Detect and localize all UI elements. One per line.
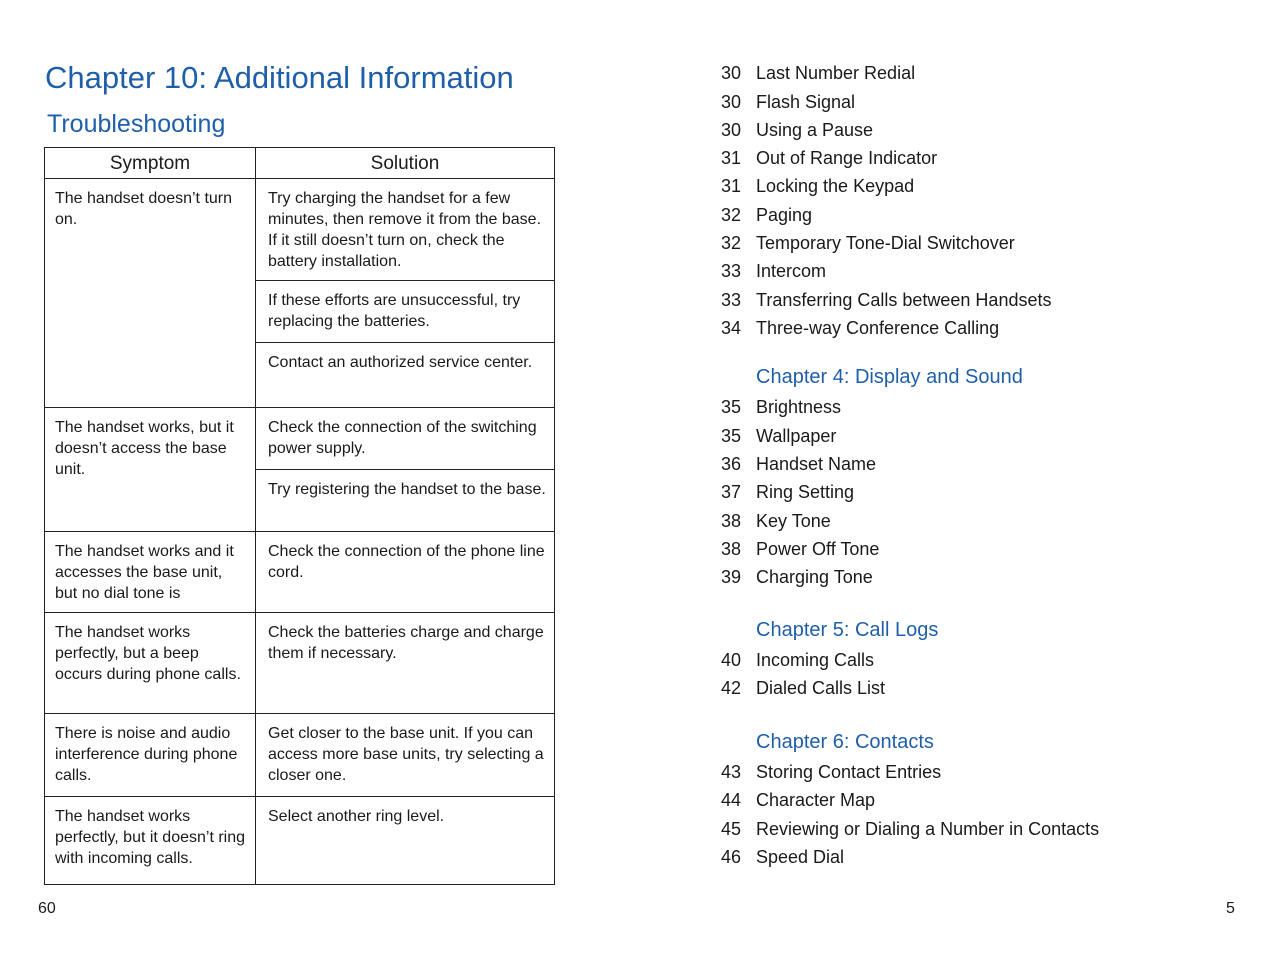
table-row	[45, 613, 555, 714]
toc-title: Intercom	[756, 261, 827, 281]
toc-title: Character Map	[756, 790, 876, 810]
toc-entry[interactable]	[721, 511, 831, 532]
toc-page-number: 30	[721, 63, 742, 83]
solution-cell: Contact an authorized service center.	[256, 343, 555, 408]
toc-title: Key Tone	[756, 511, 831, 531]
toc-page-number: 35	[721, 397, 742, 417]
toc-title: Storing Contact Entries	[756, 762, 942, 782]
toc-page-number: 38	[721, 511, 742, 531]
toc-page-number: 44	[721, 790, 742, 810]
toc-page-number: 31	[721, 148, 742, 168]
table-row	[45, 179, 555, 281]
symptom-cell: The handset doesn’t turn on.	[45, 179, 256, 408]
table-row	[45, 408, 555, 470]
toc-title: Out of Range Indicator	[756, 148, 938, 168]
toc-title: Power Off Tone	[756, 539, 880, 559]
solution-cell: Check the connection of the switching power supply.	[256, 408, 555, 470]
symptom-cell: The handset works and it accesses the base unit, but no dial tone is	[45, 532, 256, 613]
toc-page-number: 42	[721, 678, 742, 698]
toc-entry[interactable]	[721, 120, 873, 141]
toc-entry[interactable]	[721, 63, 915, 84]
toc-title: Handset Name	[756, 454, 877, 474]
solution-cell: Check the batteries charge and charge them if necessary.	[256, 613, 555, 714]
toc-page-number: 34	[721, 318, 742, 338]
toc-title: Reviewing or Dialing a Number in Contacts	[756, 819, 1100, 839]
solution-cell: Try registering the handset to the base.	[256, 470, 555, 532]
toc-entry[interactable]	[721, 678, 885, 699]
toc-entry[interactable]	[721, 176, 914, 197]
toc-entry[interactable]	[721, 790, 875, 811]
symptom-cell: The handset works perfectly, but a beep occurs during phone calls.	[45, 613, 256, 714]
toc-title: Paging	[756, 205, 813, 225]
toc-title: Speed Dial	[756, 847, 845, 867]
toc-title: Wallpaper	[756, 426, 837, 446]
table-row	[45, 532, 555, 613]
table-row	[45, 797, 555, 885]
toc-page-number: 46	[721, 847, 742, 867]
toc-page-number: 36	[721, 454, 742, 474]
section-title: Troubleshooting	[47, 110, 226, 138]
toc-entry[interactable]	[721, 482, 854, 503]
toc-entry[interactable]	[721, 233, 1015, 254]
solution-cell: Get closer to the base unit. If you can access more base units, try selecting a closer one.	[256, 714, 555, 797]
toc-page-number: 37	[721, 482, 742, 502]
table-row	[45, 714, 555, 797]
symptom-cell: The handset works, but it doesn’t access the base unit.	[45, 408, 256, 532]
toc-entry[interactable]	[721, 426, 836, 447]
solution-cell: Check the connection of the phone line cord.	[256, 532, 555, 613]
toc-title: Transferring Calls between Handsets	[756, 290, 1052, 310]
toc-entry[interactable]	[721, 205, 812, 226]
toc-page-number: 33	[721, 290, 742, 310]
toc-entry[interactable]	[721, 567, 873, 588]
toc-title: Incoming Calls	[756, 650, 875, 670]
toc-page-number: 39	[721, 567, 742, 587]
toc-entry[interactable]	[721, 397, 841, 418]
toc-title: Ring Setting	[756, 482, 855, 502]
solution-cell: Select another ring level.	[256, 797, 555, 885]
toc-title: Temporary Tone-Dial Switchover	[756, 233, 1015, 253]
toc-title: Locking the Keypad	[756, 176, 915, 196]
toc-page-number: 32	[721, 233, 742, 253]
toc-title: Brightness	[756, 397, 842, 417]
right-page-number: 5	[1226, 900, 1235, 917]
toc-entry[interactable]	[721, 261, 826, 282]
solution-cell: Try charging the handset for a few minutes, then remove it from the base. If it still doesn’t turn on, check the battery installation.	[256, 179, 555, 281]
toc-entry[interactable]	[721, 539, 879, 560]
toc-page-number: 33	[721, 261, 742, 281]
symptom-cell: There is noise and audio interference during phone calls.	[45, 714, 256, 797]
solution-header: Solution	[256, 148, 555, 179]
toc-page-number: 45	[721, 819, 742, 839]
toc-entry[interactable]	[721, 454, 876, 475]
toc-chapter-heading[interactable]: Chapter 4: Display and Sound	[756, 366, 1023, 388]
toc-page-number: 40	[721, 650, 742, 670]
toc-entry[interactable]	[721, 762, 941, 783]
troubleshooting-table	[44, 147, 555, 885]
toc-title: Using a Pause	[756, 120, 874, 140]
left-page-number: 60	[38, 900, 56, 917]
table-header-row	[45, 148, 555, 179]
toc-entry[interactable]	[721, 847, 844, 868]
toc-entry[interactable]	[721, 650, 874, 671]
toc-page-number: 35	[721, 426, 742, 446]
toc-page-number: 30	[721, 120, 742, 140]
symptom-cell: The handset works perfectly, but it doesn’t ring with incoming calls.	[45, 797, 256, 885]
toc-entry[interactable]	[721, 318, 999, 339]
toc-page-number: 32	[721, 205, 742, 225]
toc-entry[interactable]	[721, 290, 1051, 311]
toc-chapter-heading[interactable]: Chapter 5: Call Logs	[756, 619, 939, 641]
toc-title: Dialed Calls List	[756, 678, 886, 698]
toc-page-number: 43	[721, 762, 742, 782]
toc-title: Three-way Conference Calling	[756, 318, 1000, 338]
toc-page-number: 38	[721, 539, 742, 559]
chapter-title: Chapter 10: Additional Information	[45, 60, 514, 95]
toc-entry[interactable]	[721, 148, 937, 169]
solution-cell: If these efforts are unsuccessful, try replacing the batteries.	[256, 281, 555, 343]
toc-page-number: 31	[721, 176, 742, 196]
toc-chapter-heading[interactable]: Chapter 6: Contacts	[756, 731, 934, 753]
toc-entry[interactable]	[721, 819, 1099, 840]
toc-entry[interactable]	[721, 92, 855, 113]
toc-title: Charging Tone	[756, 567, 873, 587]
toc-title: Flash Signal	[756, 92, 856, 112]
toc-title: Last Number Redial	[756, 63, 916, 83]
toc-page-number: 30	[721, 92, 742, 112]
symptom-header: Symptom	[45, 148, 256, 179]
